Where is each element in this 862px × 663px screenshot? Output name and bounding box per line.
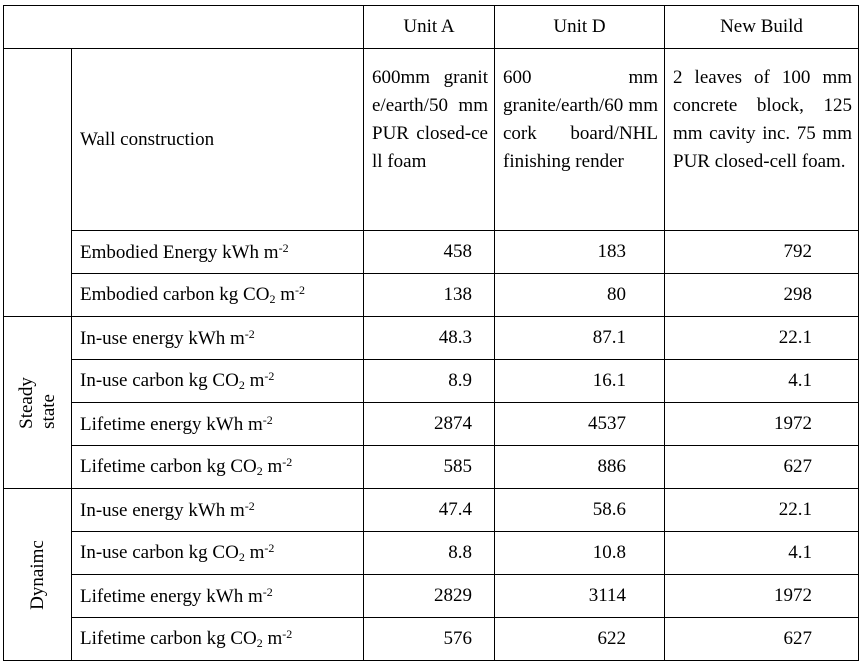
table-row <box>4 489 859 532</box>
cell-unit-d: 886 <box>495 446 665 489</box>
header-blank-cell <box>4 6 364 49</box>
row-label: Embodied carbon kg $CO_2$ $m^{-2}$ <box>72 274 364 317</box>
table-row <box>4 575 859 618</box>
group-blank-cell <box>4 49 72 317</box>
wall-construction-label: Wall construction <box>72 49 364 231</box>
cell-unit-a: 8.9 <box>364 360 495 403</box>
table-row <box>4 532 859 575</box>
cell-unit-a: 2874 <box>364 403 495 446</box>
row-label: In-use carbon kg $CO_2$ $m^{-2}$ <box>72 532 364 575</box>
header-unit-a: Unit A <box>364 6 495 49</box>
row-label: Lifetime carbon kg $CO_2$ $m^{-2}$ <box>72 446 364 489</box>
wall-construction-row <box>4 49 859 231</box>
row-label: In-use energy kWh $m^{-2}$ <box>72 489 364 532</box>
row-label: In-use carbon kg $CO_2$ $m^{-2}$ <box>72 360 364 403</box>
cell-unit-d: 622 <box>495 618 665 661</box>
table-row <box>4 360 859 403</box>
dynamic-text: Dynaimc <box>26 539 48 610</box>
header-unit-d: Unit D <box>495 6 665 49</box>
row-label: In-use energy kWh $m^{-2}$ <box>72 317 364 360</box>
cell-new-build: 627 <box>665 618 859 661</box>
wall-construction-new-build: 2 leaves of 100 mm concrete block, 125 mm cavity inc. 75 mm PUR closed-cell foam. <box>665 49 859 231</box>
cell-unit-a: 576 <box>364 618 495 661</box>
cell-unit-a: 138 <box>364 274 495 317</box>
table-row <box>4 274 859 317</box>
cell-unit-d: 4537 <box>495 403 665 446</box>
cell-unit-d: 10.8 <box>495 532 665 575</box>
cell-new-build: 4.1 <box>665 360 859 403</box>
lifecycle-comparison-table <box>3 5 859 661</box>
wall-construction-unit-d: 600 mm granite/earth/60 mm cork board/NHL finishing render <box>495 49 665 231</box>
row-label: Lifetime energy kWh $m^{-2}$ <box>72 575 364 618</box>
cell-new-build: 298 <box>665 274 859 317</box>
cell-unit-a: 585 <box>364 446 495 489</box>
header-row <box>4 6 859 49</box>
cell-new-build: 22.1 <box>665 489 859 532</box>
row-label: Lifetime energy kWh $m^{-2}$ <box>72 403 364 446</box>
dynamic-group-label <box>4 489 72 661</box>
cell-unit-d: 87.1 <box>495 317 665 360</box>
header-new-build: New Build <box>665 6 859 49</box>
cell-unit-d: 183 <box>495 231 665 274</box>
wall-construction-unit-a: 600mm granite/earth/50 mm PUR closed-cell foam <box>364 49 495 231</box>
cell-new-build: 627 <box>665 446 859 489</box>
row-label: Lifetime carbon kg $CO_2$ $m^{-2}$ <box>72 618 364 661</box>
steady-state-text: Steady state <box>15 376 59 429</box>
steady-state-group-label <box>4 317 72 489</box>
cell-unit-d: 80 <box>495 274 665 317</box>
cell-new-build: 4.1 <box>665 532 859 575</box>
cell-new-build: 792 <box>665 231 859 274</box>
cell-unit-a: 458 <box>364 231 495 274</box>
table-row <box>4 317 859 360</box>
cell-unit-d: 16.1 <box>495 360 665 403</box>
cell-new-build: 22.1 <box>665 317 859 360</box>
table-row <box>4 618 859 661</box>
cell-new-build: 1972 <box>665 403 859 446</box>
cell-unit-a: 2829 <box>364 575 495 618</box>
cell-unit-d: 58.6 <box>495 489 665 532</box>
cell-unit-d: 3114 <box>495 575 665 618</box>
table-row <box>4 403 859 446</box>
row-label: Embodied Energy kWh $m^{-2}$ <box>72 231 364 274</box>
table-row <box>4 231 859 274</box>
cell-unit-a: 8.8 <box>364 532 495 575</box>
cell-unit-a: 48.3 <box>364 317 495 360</box>
table-row <box>4 446 859 489</box>
cell-new-build: 1972 <box>665 575 859 618</box>
cell-unit-a: 47.4 <box>364 489 495 532</box>
